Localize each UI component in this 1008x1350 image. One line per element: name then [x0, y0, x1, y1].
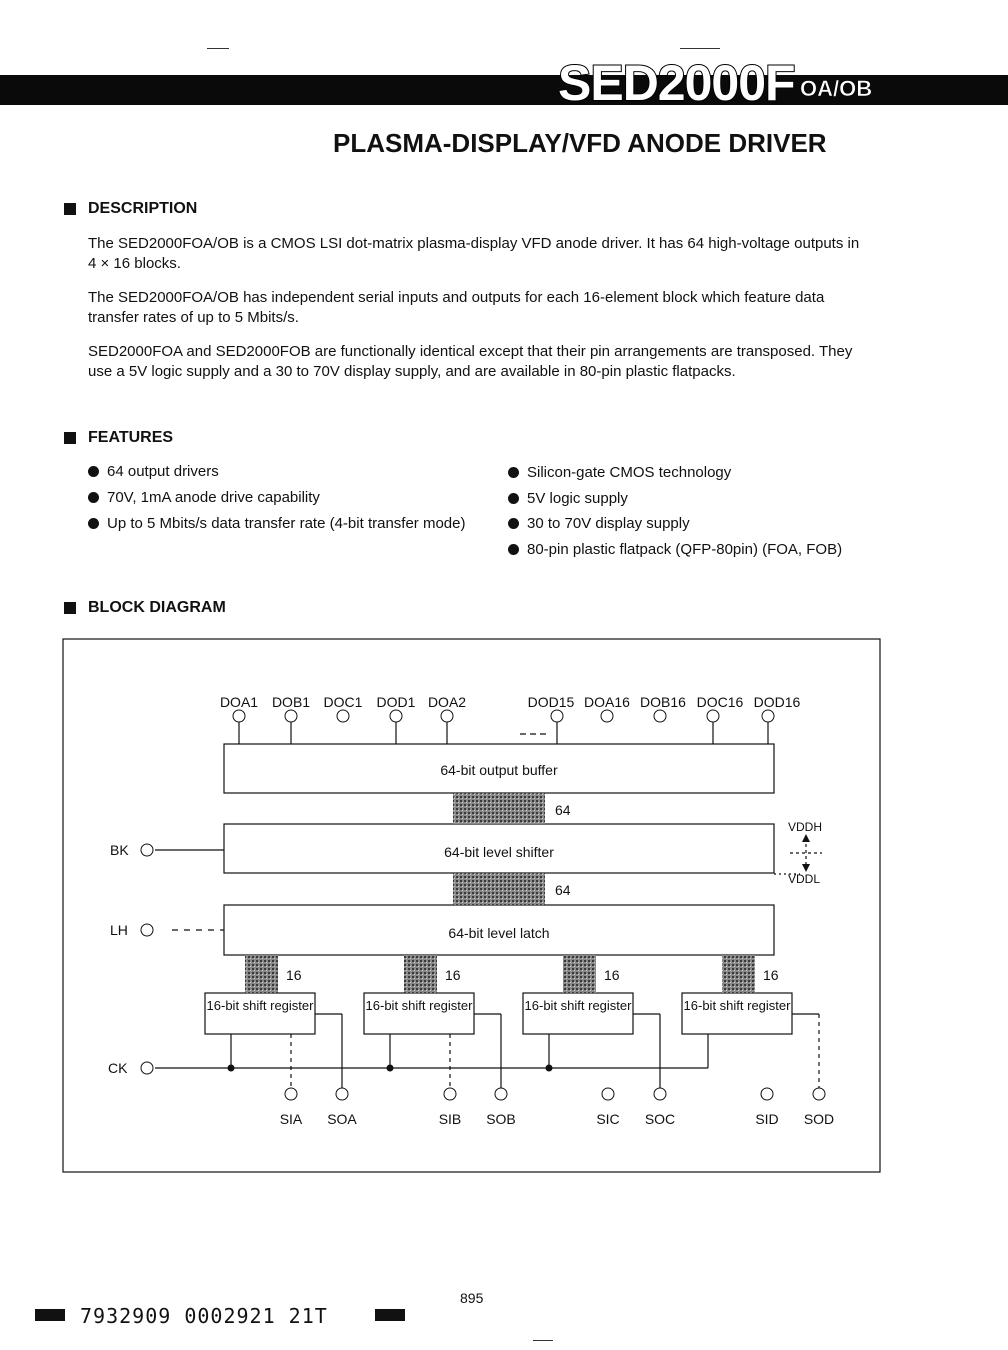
vddl-label: VDDL — [788, 872, 821, 886]
description-para-3: SED2000FOA and SED2000FOB are functionally identical except that their pin arrangements are transposed. They use a 5V logic supply and a 30 to 70V display supply, and are available in 80-pin plastic flatpacks. — [88, 343, 853, 380]
pin-soc: SOC — [644, 1111, 676, 1127]
pin-doa2: DOA2 — [427, 694, 467, 710]
pin-doc16: DOC16 — [696, 694, 744, 710]
shift-register-a-label: 16-bit shift register — [206, 998, 314, 1013]
vddh-label: VDDH — [788, 820, 823, 834]
bk-label: BK — [110, 842, 129, 858]
bus-64-upper — [453, 793, 545, 824]
feature-item: 80-pin plastic flatpack (QFP-80pin) (FOA, FOB) — [508, 540, 908, 560]
pin-dod1: DOD1 — [376, 694, 416, 710]
pin-sib: SIB — [438, 1111, 462, 1127]
pin-sob: SOB — [486, 1111, 516, 1127]
lh-label: LH — [110, 922, 128, 938]
pin-soa: SOA — [327, 1111, 357, 1127]
shift-register-b-label: 16-bit shift register — [365, 998, 473, 1013]
pin-dod15: DOD15 — [527, 694, 575, 710]
part-number: SED2000F — [558, 55, 795, 111]
bus-16-d — [722, 955, 755, 993]
block-diagram-heading: BLOCK DIAGRAM — [64, 599, 226, 617]
bus-64-label-upper: 64 — [555, 802, 571, 818]
shift-register-c-label: 16-bit shift register — [524, 998, 632, 1013]
pin-doc1: DOC1 — [323, 694, 363, 710]
feature-item: 64 output drivers — [88, 462, 468, 482]
description-para-1: The SED2000FOA/OB is a CMOS LSI dot-matrix plasma-display VFD anode driver. It has 64 high-voltage outputs in 4 × 16 blocks. — [88, 235, 860, 272]
level-latch-label: 64-bit level latch — [448, 925, 550, 941]
feature-item: Up to 5 Mbits/s data transfer rate (4-bit transfer mode) — [88, 514, 468, 534]
shift-register-d-label: 16-bit shift register — [683, 998, 791, 1013]
feature-item: 30 to 70V display supply — [508, 514, 908, 534]
feature-item: 70V, 1mA anode drive capability — [88, 488, 468, 508]
bus-16-label-a: 16 — [286, 967, 302, 983]
page-number: 895 — [460, 1290, 484, 1306]
pin-sid: SID — [755, 1111, 779, 1127]
level-shifter-label: 64-bit level shifter — [444, 844, 554, 860]
pin-dod16: DOD16 — [753, 694, 801, 710]
bus-16-c — [563, 955, 596, 993]
bus-16-label-c: 16 — [604, 967, 620, 983]
pin-doa1: DOA1 — [219, 694, 259, 710]
barcode-block-left — [35, 1309, 65, 1321]
barcode-text: 7932909 0002921 21T — [80, 1304, 328, 1328]
document-title: PLASMA-DISPLAY/VFD ANODE DRIVER — [333, 128, 827, 158]
bus-16-label-b: 16 — [445, 967, 461, 983]
pin-dob1: DOB1 — [271, 694, 311, 710]
pin-sod: SOD — [803, 1111, 835, 1127]
feature-item: 5V logic supply — [508, 489, 908, 509]
bus-64-lower — [453, 873, 545, 905]
ck-label: CK — [108, 1060, 128, 1076]
bus-16-b — [404, 955, 437, 993]
part-suffix: OA/OB — [800, 76, 873, 101]
pin-sia: SIA — [279, 1111, 303, 1127]
barcode-block-right — [375, 1309, 405, 1321]
description-heading: DESCRIPTION — [64, 200, 197, 218]
pin-dob16: DOB16 — [640, 694, 686, 710]
bus-16-label-d: 16 — [763, 967, 779, 983]
feature-item: Silicon-gate CMOS technology — [508, 463, 908, 483]
pin-doa16: DOA16 — [584, 694, 630, 710]
features-heading: FEATURES — [64, 429, 173, 447]
description-para-2: The SED2000FOA/OB has independent serial inputs and outputs for each 16-element block which feature data transfer rates of up to 5 Mbits/s. — [88, 289, 825, 326]
output-buffer-label: 64-bit output buffer — [440, 762, 558, 778]
bus-16-a — [245, 955, 278, 993]
bus-64-label-lower: 64 — [555, 882, 571, 898]
pin-sic: SIC — [596, 1111, 620, 1127]
